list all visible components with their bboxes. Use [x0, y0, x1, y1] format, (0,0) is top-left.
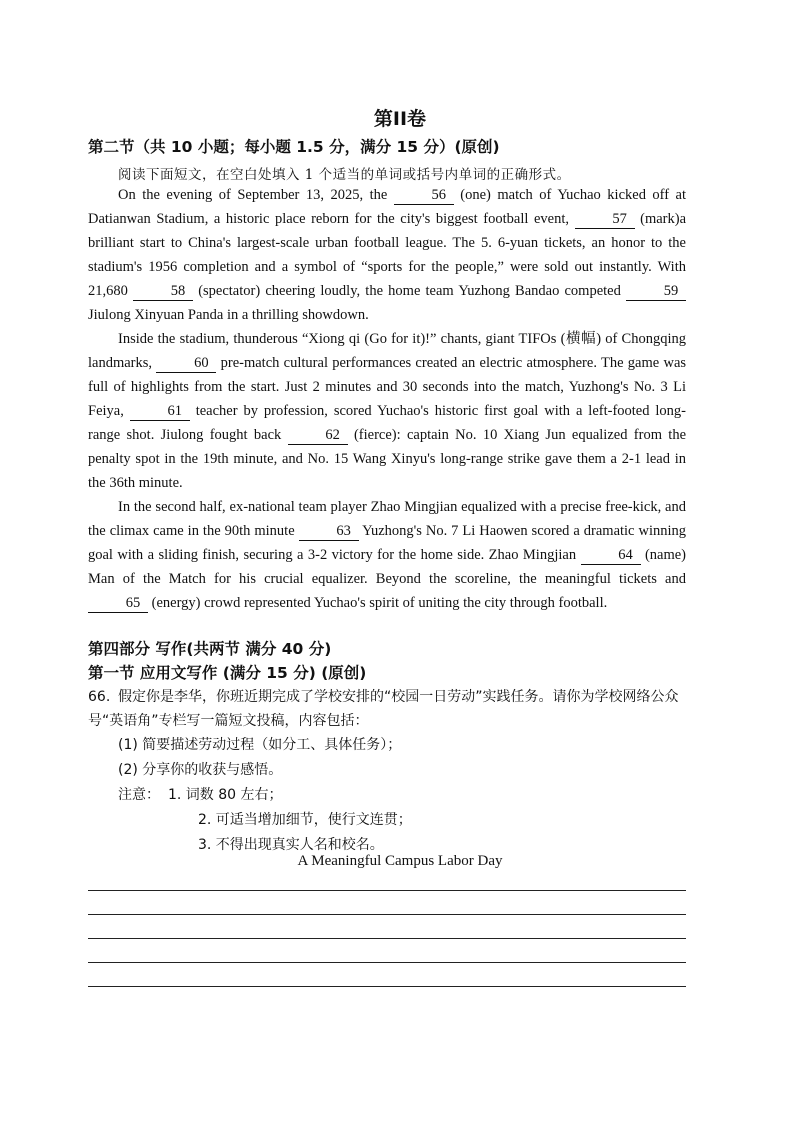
notes-block — [88, 783, 698, 858]
writing-lines[interactable] — [88, 890, 686, 1010]
paragraph-2 — [88, 327, 686, 495]
paragraph-1 — [88, 183, 686, 327]
p1-text-4: (spectator) cheering loudly, the home team Yuzhong Bandao competed — [198, 283, 621, 299]
blank-56[interactable]: 56 — [394, 187, 454, 205]
p2-text-4: (fierce): captain No. 10 Xiang Jun equalized from the penalty spot in the 19th minute, and No. 15 Wang Xinyu's long-range strike gave them a 2-1 lead in the 36th minute. — [88, 427, 687, 491]
section2-heading: 第二节（共 10 小题；每小题 1.5 分，满分 15 分）(原创) — [88, 138, 500, 156]
question-number: 66. — [88, 689, 111, 705]
p3-text-1: In the second half, ex-national team player Zhao Mingjian equalized with a precise free-kick, and the climax came in the 90th minute — [88, 499, 686, 539]
writing-line[interactable] — [88, 890, 686, 891]
p2-text-2: pre-match cultural performances created an electric atmosphere. The game was full of highlights from the start. Just 2 minutes and 30 seconds into the match, Yuzhong's No. 3 Li Feiya, — [88, 355, 687, 419]
question-text: 假定你是李华，你班近期完成了学校安排的“校园一日劳动”实践任务。请你为学校网络公众号“英语角”专栏写一篇短文投稿，内容包括： — [88, 689, 679, 729]
p2-text-1: Inside the stadium, thunderous “Xiong qi (Go for it)!” chants, giant TIFOs (横幅) of Chongqing landmarks, — [88, 331, 686, 371]
cloze-passage — [88, 183, 686, 615]
essay-title: A Meaningful Campus Labor Day — [297, 853, 503, 869]
section2-instruction: 阅读下面短文，在空白处填入 1 个适当的单词或括号内单词的正确形式。 — [118, 167, 571, 183]
writing-line[interactable] — [88, 962, 686, 963]
p3-text-2: Yuzhong's No. 7 Li Haowen scored a dramatic winning goal with a sliding finish, securing a 3-2 victory for the home side. Zhao Mingjian — [88, 523, 686, 563]
p1-text-1: On the evening of September 13, 2025, the — [118, 187, 388, 203]
note-1: 1. 词数 80 左右； — [168, 787, 283, 803]
blank-61[interactable]: 61 — [130, 403, 190, 421]
p1-text-3: (mark)a brilliant start to China's largest-scale urban football league. The 5. 6-yuan tickets, an honor to the stadium's 1956 completion and a symbol of “sports for the people,” were sold out instantly. With 21,680 — [88, 211, 687, 299]
writing-task — [88, 685, 698, 858]
writing-line[interactable] — [88, 914, 686, 915]
note-3: 3. 不得出现真实人名和校名。 — [198, 837, 384, 853]
p1-text-2: (one) match of Yuchao kicked off at Datianwan Stadium, a historic place reborn for the city's biggest football event, — [88, 187, 687, 227]
blank-57[interactable]: 57 — [575, 211, 635, 229]
note-2: 2. 可适当增加细节，使行文连贯； — [198, 812, 412, 828]
blank-63[interactable]: 63 — [299, 523, 359, 541]
part4-heading: 第四部分 写作(共两节 满分 40 分) — [88, 640, 332, 658]
blank-60[interactable]: 60 — [156, 355, 216, 373]
p1-text-5: Jiulong Xinyuan Panda in a thrilling showdown. — [88, 307, 369, 323]
blank-62[interactable]: 62 — [288, 427, 348, 445]
writing-section1-heading: 第一节 应用文写作 (满分 15 分) (原创) — [88, 664, 367, 682]
writing-line[interactable] — [88, 986, 686, 987]
p2-text-3: teacher by profession, scored Yuchao's historic first goal with a left-footed long-range shot. Jiulong fought back — [88, 403, 687, 443]
writing-line[interactable] — [88, 938, 686, 939]
p3-text-3: (name) Man of the Match for his crucial equalizer. Beyond the scoreline, the meaningful tickets and — [88, 547, 687, 587]
question-66 — [88, 685, 698, 733]
p3-text-4: (energy) crowd represented Yuchao's spirit of uniting the city through football. — [151, 595, 608, 611]
page-title: 第II卷 — [373, 108, 427, 130]
blank-65[interactable]: 65 — [88, 595, 148, 613]
note-row-1 — [118, 783, 698, 808]
content-point-1: (1) 简要描述劳动过程（如分工、具体任务）； — [118, 737, 402, 753]
blank-59[interactable]: 59 — [626, 283, 686, 301]
content-point-2: (2) 分享你的收获与感悟。 — [118, 762, 283, 778]
blank-64[interactable]: 64 — [581, 547, 641, 565]
paragraph-3 — [88, 495, 686, 615]
notes-label: 注意： — [118, 787, 160, 803]
blank-58[interactable]: 58 — [133, 283, 193, 301]
